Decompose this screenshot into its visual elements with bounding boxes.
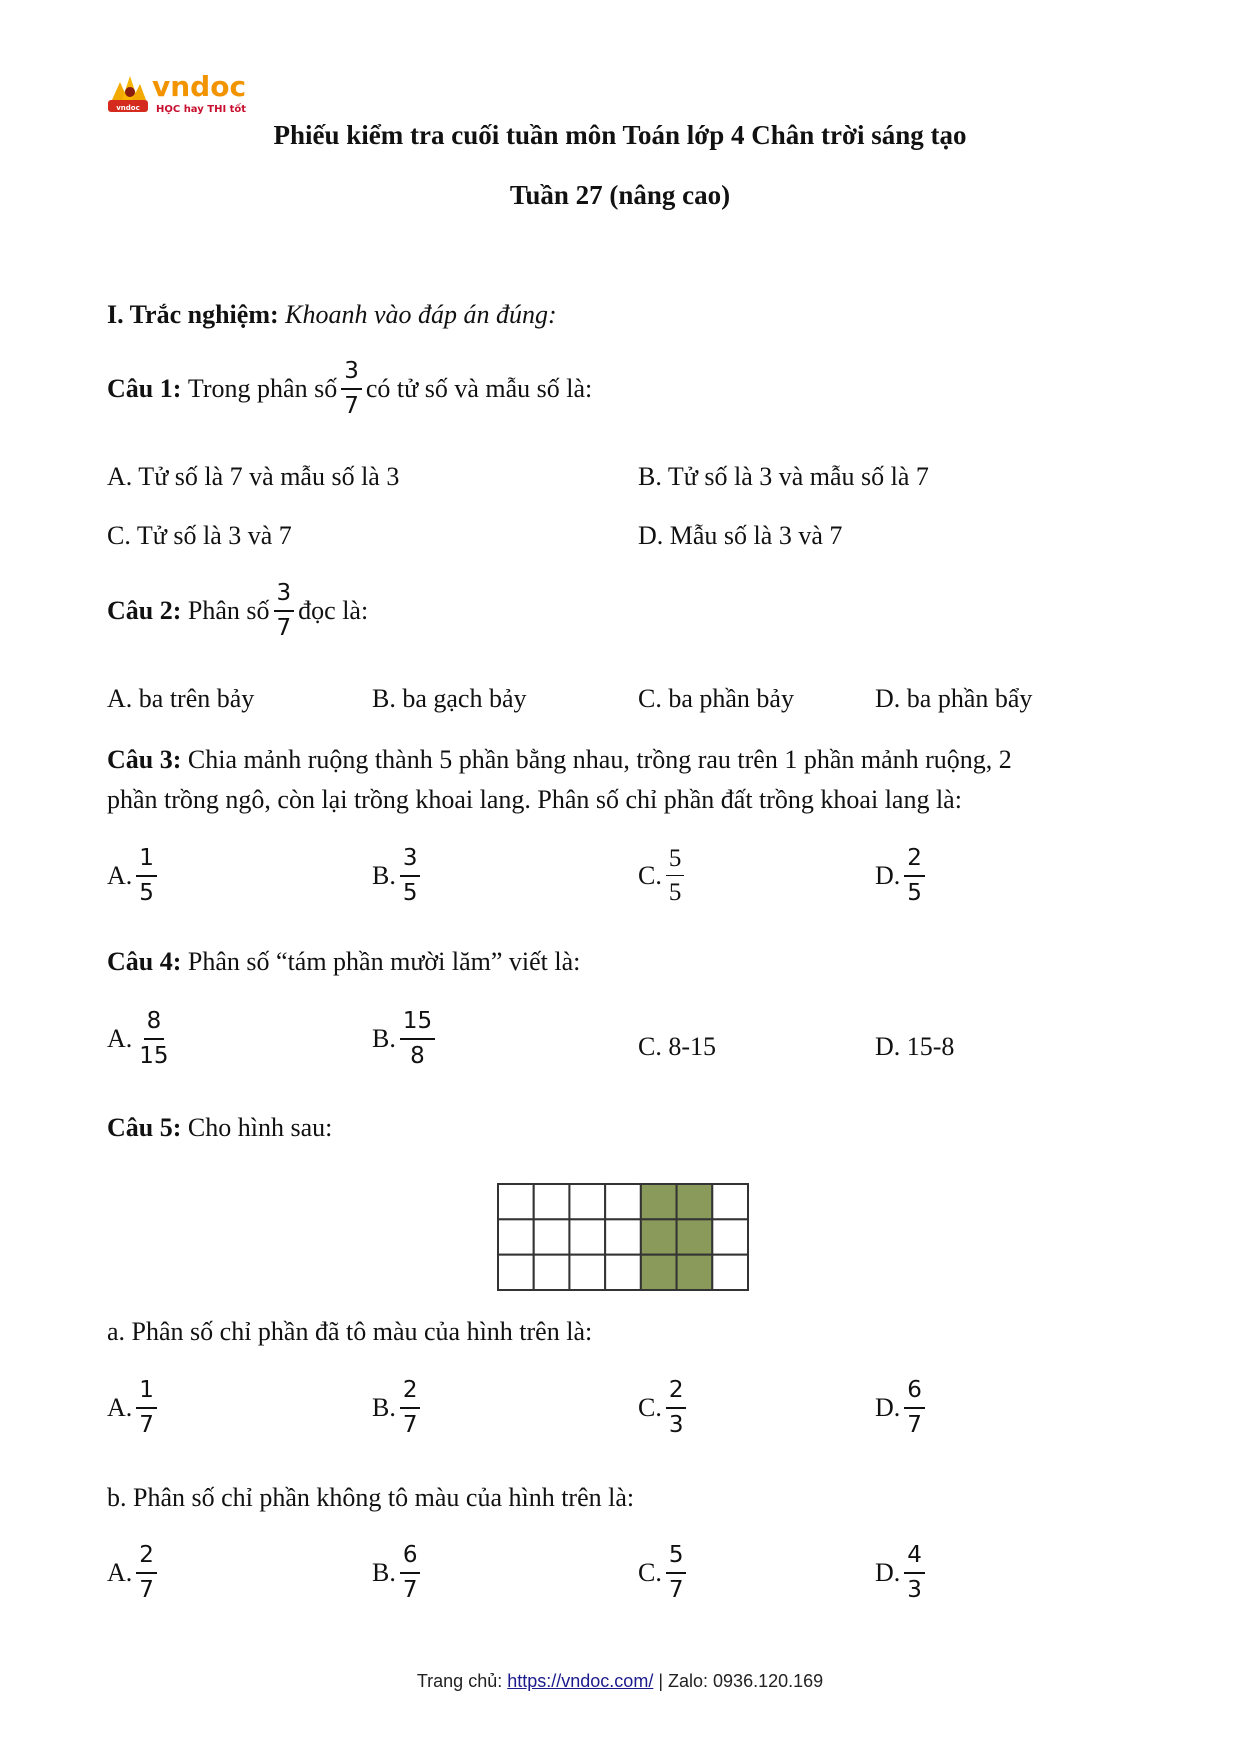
option-fraction (666, 1542, 687, 1604)
footer-suffix: | Zalo: 0936.120.169 (658, 1671, 824, 1691)
grid-cell (534, 1219, 570, 1254)
fraction-numerator: 5 (666, 1542, 687, 1574)
page-footer (0, 1671, 1240, 1692)
q2-fraction (274, 580, 295, 642)
logo-brand: vndoc (152, 70, 247, 103)
fraction-numerator: 6 (400, 1542, 421, 1574)
q5b-option-d[interactable] (875, 1542, 929, 1604)
fraction-denominator: 7 (139, 1577, 154, 1603)
q5a-option-a[interactable] (107, 1377, 161, 1439)
q1-option-b[interactable]: B. Tử số là 3 và mẫu số là 7 (638, 462, 929, 491)
fraction-denominator: 5 (139, 880, 154, 906)
page-subtitle: Tuần 27 (nâng cao) (509, 180, 731, 210)
q2-post: đọc là: (298, 596, 369, 625)
grid-cell (605, 1255, 641, 1290)
q4-label: Câu 4: (107, 947, 182, 976)
q4-text: Phân số “tám phần mười lăm” viết là: (187, 947, 581, 976)
q4-option-a[interactable] (107, 1008, 176, 1070)
option-letter: A. (107, 861, 133, 890)
grid-cell-shaded (641, 1219, 677, 1254)
grid-cell (534, 1184, 570, 1219)
grid-cell (569, 1219, 605, 1254)
fraction-numerator: 5 (666, 845, 685, 876)
q1-fraction (341, 358, 362, 420)
page-title: Phiếu kiểm tra cuối tuần môn Toán lớp 4 Chân trời sáng tạo (273, 120, 967, 150)
fraction-numerator: 2 (904, 845, 925, 877)
fraction-denominator: 7 (668, 1577, 684, 1603)
q5-label: Câu 5: (107, 1113, 182, 1142)
fraction-numerator: 1 (136, 845, 157, 877)
shaded-grid-figure (497, 1183, 749, 1291)
fraction-denominator: 7 (907, 1412, 922, 1438)
grid-cell-shaded (641, 1255, 677, 1290)
q3-line2: phần trồng ngô, còn lại trồng khoai lang. Phân số chỉ phần đất trồng khoai lang là: (107, 785, 962, 814)
q2-label: Câu 2: (107, 596, 182, 625)
q2-pre: Phân số (187, 596, 270, 625)
grid-cell (498, 1255, 534, 1290)
grid-cell (569, 1184, 605, 1219)
logo-badge: vndoc (116, 104, 140, 112)
fraction-denominator: 7 (344, 393, 359, 419)
section-heading (107, 298, 557, 332)
option-fraction (666, 1377, 687, 1439)
q1-option-d[interactable]: D. Mẫu số là 3 và 7 (638, 521, 843, 550)
option-fraction (400, 1542, 421, 1604)
grid-cell (534, 1255, 570, 1290)
fraction-denominator: 5 (668, 879, 682, 906)
fraction-denominator: 15 (139, 1043, 169, 1069)
fraction-denominator: 5 (907, 880, 922, 906)
fraction-denominator: 7 (139, 1412, 154, 1438)
q4-option-d[interactable]: D. 15-8 (875, 1032, 955, 1061)
grid-cell (605, 1184, 641, 1219)
grid-cell-shaded (677, 1255, 713, 1290)
grid-cell (569, 1255, 605, 1290)
q4-option-c[interactable]: C. 8-15 (638, 1032, 716, 1061)
option-letter: A. (107, 1024, 133, 1053)
question-5 (107, 1111, 332, 1145)
fraction-numerator: 1 (136, 1377, 157, 1409)
option-fraction (904, 845, 925, 907)
option-fraction (400, 845, 421, 907)
q1-post: có tử số và mẫu số là: (365, 374, 593, 403)
option-letter: B. (372, 1024, 396, 1053)
logo-mascot-icon (106, 70, 266, 120)
q4-option-b[interactable] (372, 1008, 439, 1070)
q1-label: Câu 1: (107, 374, 182, 403)
fraction-denominator: 7 (402, 1412, 418, 1438)
question-2 (107, 580, 368, 642)
fraction-numerator: 6 (904, 1377, 925, 1409)
grid-cell-shaded (641, 1184, 677, 1219)
option-fraction (136, 1008, 171, 1070)
fraction-denominator: 7 (276, 615, 292, 641)
q1-pre: Trong phân số (187, 374, 338, 403)
q3-option-a[interactable] (107, 845, 161, 907)
fraction-numerator: 15 (400, 1008, 435, 1040)
footer-prefix: Trang chủ: (416, 1671, 503, 1691)
option-letter: D. (875, 1393, 901, 1422)
fraction-numerator: 2 (400, 1377, 421, 1409)
q5b-option-a[interactable] (107, 1542, 161, 1604)
option-letter: B. (372, 861, 396, 890)
fraction-numerator: 8 (144, 1008, 165, 1040)
fraction-numerator: 3 (341, 358, 362, 390)
option-fraction (400, 1008, 435, 1070)
section-instruction: Khoanh vào đáp án đúng: (285, 300, 557, 329)
fraction-numerator: 4 (904, 1542, 925, 1574)
option-letter: D. (875, 861, 901, 890)
option-fraction (904, 1542, 925, 1604)
option-letter: C. (638, 860, 662, 890)
q3-label: Câu 3: (107, 745, 182, 774)
q5b-text: b. Phân số chỉ phần không tô màu của hình trên là: (107, 1483, 635, 1512)
option-letter: D. (875, 1558, 901, 1587)
fraction-denominator: 3 (668, 1412, 684, 1438)
grid-cell (712, 1219, 748, 1254)
fraction-denominator: 7 (402, 1577, 418, 1603)
q3-option-d[interactable] (875, 845, 929, 907)
q5a-option-d[interactable] (875, 1377, 929, 1439)
q5-text: Cho hình sau: (187, 1113, 333, 1142)
homepage-link[interactable]: https://vndoc.com/ (507, 1671, 654, 1691)
fraction-numerator: 3 (274, 580, 295, 612)
grid-cell (498, 1219, 534, 1254)
q5a-text: a. Phân số chỉ phần đã tô màu của hình trên là: (107, 1317, 593, 1346)
grid-cell-shaded (677, 1219, 713, 1254)
q2-option-a[interactable]: A. ba trên bảy (107, 684, 255, 713)
option-fraction (136, 1542, 157, 1604)
option-letter: C. (638, 1393, 662, 1422)
option-letter: B. (372, 1393, 396, 1422)
grid-cell (498, 1184, 534, 1219)
fraction-numerator: 2 (136, 1542, 157, 1574)
q1-option-a[interactable]: A. Tử số là 7 và mẫu số là 3 (107, 462, 400, 491)
grid-cell (605, 1219, 641, 1254)
q1-option-c[interactable]: C. Tử số là 3 và 7 (107, 521, 292, 550)
question-3 (107, 743, 1012, 777)
fraction-numerator: 3 (400, 845, 421, 877)
q3-line1: Chia mảnh ruộng thành 5 phần bằng nhau, trồng rau trên 1 phần mảnh ruộng, 2 (187, 745, 1012, 774)
option-fraction (666, 845, 685, 906)
section-label: I. Trắc nghiệm: (107, 300, 279, 329)
option-fraction (136, 1377, 157, 1439)
fraction-denominator: 8 (410, 1043, 425, 1069)
q2-option-c[interactable]: C. ba phần bảy (638, 684, 794, 713)
fraction-denominator: 3 (907, 1577, 922, 1603)
option-letter: C. (638, 1558, 662, 1587)
fraction-numerator: 2 (666, 1377, 687, 1409)
q2-option-b[interactable]: B. ba gạch bảy (372, 684, 527, 713)
q2-option-d[interactable]: D. ba phần bẩy (875, 684, 1033, 713)
option-fraction (904, 1377, 925, 1439)
q5a-option-b[interactable] (372, 1377, 424, 1439)
q5b-option-c[interactable] (638, 1542, 690, 1604)
option-letter: B. (372, 1558, 396, 1587)
q3-option-b[interactable] (372, 845, 424, 907)
question-1 (107, 358, 592, 420)
q3-option-c[interactable] (638, 845, 688, 906)
logo-tagline: HỌC hay THI tốt (156, 104, 247, 115)
vndoc-logo (106, 70, 266, 120)
option-fraction (400, 1377, 421, 1439)
q5b-option-b[interactable] (372, 1542, 424, 1604)
fraction-denominator: 5 (402, 880, 418, 906)
grid-cell-shaded (677, 1184, 713, 1219)
question-4 (107, 945, 580, 979)
grid-cell (712, 1184, 748, 1219)
option-fraction (136, 845, 157, 907)
option-letter: A. (107, 1393, 133, 1422)
option-letter: A. (107, 1558, 133, 1587)
q5a-option-c[interactable] (638, 1377, 690, 1439)
grid-cell (712, 1255, 748, 1290)
